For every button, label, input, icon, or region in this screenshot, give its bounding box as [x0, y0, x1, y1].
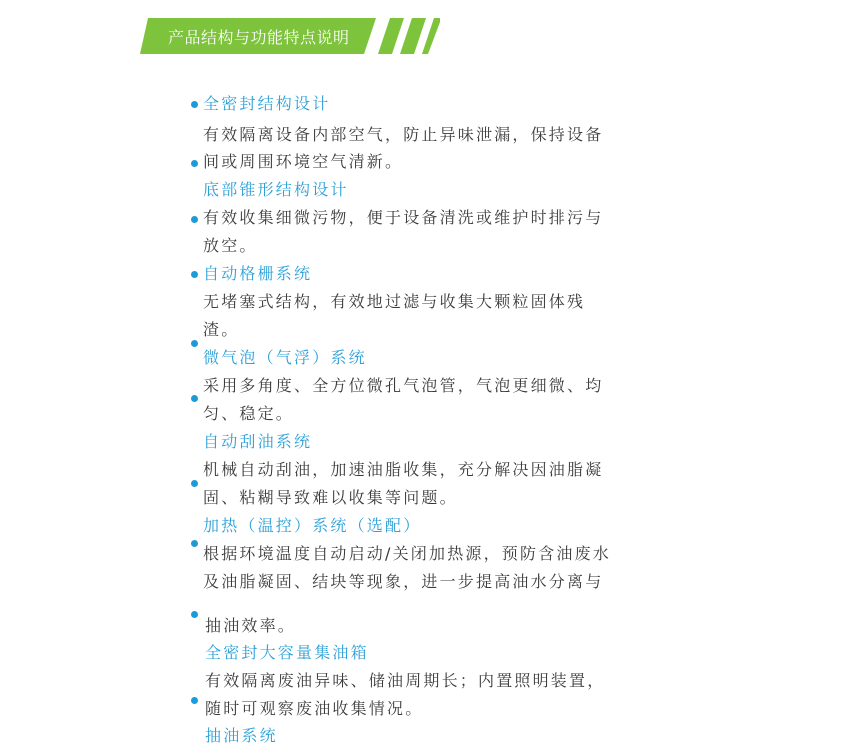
feature-title: 加热（温控）系统（选配）: [203, 516, 422, 535]
feature-desc-line: 采用多角度、全方位微孔气泡管，气泡更细微、均: [203, 376, 604, 395]
bullet-dot: [191, 271, 198, 278]
feature-desc-line: 机械自动刮油，加速油脂收集，充分解决因油脂凝: [203, 460, 604, 479]
feature-desc-line: 及油脂凝固、结块等现象，进一步提高油水分离与: [203, 572, 604, 591]
feature-desc-line: 渣。: [203, 320, 240, 339]
bullet-dot: [191, 480, 198, 487]
banner-title: 产品结构与功能特点说明: [168, 28, 350, 47]
feature-desc-line: 匀、稳定。: [203, 404, 295, 423]
feature-desc-line: 固、粘糊导致难以收集等问题。: [203, 488, 458, 507]
bullet-dot: [191, 395, 198, 402]
bullet-dot: [191, 697, 198, 704]
feature-title: 微气泡（气浮）系统: [203, 348, 367, 367]
feature-desc-line: 无堵塞式结构，有效地过滤与收集大颗粒固体残: [203, 292, 586, 311]
feature-title: 底部锥形结构设计: [203, 180, 349, 199]
feature-desc-line: 随时可观察废油收集情况。: [205, 699, 424, 718]
feature-desc-line: 放空。: [203, 236, 258, 255]
feature-title: 抽油系统: [205, 726, 278, 745]
feature-desc-line: 根据环境温度自动启动/关闭加热源，预防含油废水: [203, 544, 611, 563]
feature-desc-line: 有效隔离设备内部空气，防止异味泄漏，保持设备: [203, 125, 604, 144]
feature-title: 自动刮油系统: [203, 432, 313, 451]
bullet-dot: [191, 160, 198, 167]
bullet-dot: [191, 101, 198, 108]
feature-desc-line: 有效隔离废油异味、储油周期长；内置照明装置，: [205, 671, 606, 690]
feature-title: 全密封结构设计: [203, 94, 331, 113]
bullet-dot: [191, 340, 198, 347]
bullet-dot: [191, 216, 198, 223]
bullet-dot: [191, 540, 198, 547]
feature-title: 全密封大容量集油箱: [205, 643, 369, 662]
feature-desc-line: 抽油效率。: [205, 616, 297, 635]
feature-title: 自动格栅系统: [203, 264, 313, 283]
bullet-dot: [191, 611, 198, 618]
feature-desc-line: 间或周围环境空气清新。: [203, 152, 404, 171]
feature-desc-line: 有效收集细微污物，便于设备清洗或维护时排污与: [203, 208, 604, 227]
